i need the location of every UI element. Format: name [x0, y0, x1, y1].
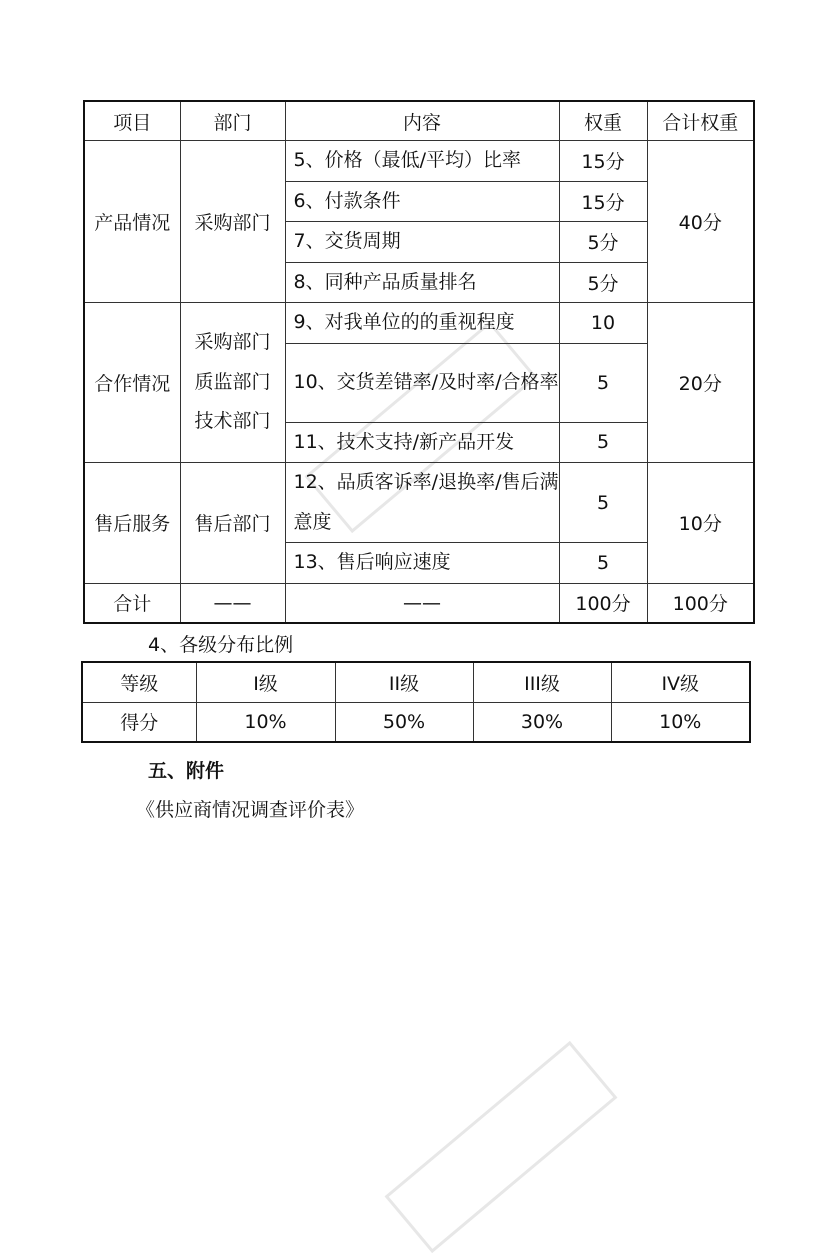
evaluation-table	[83, 100, 755, 624]
grade-row	[82, 662, 750, 702]
score-cell: 30%	[473, 702, 611, 742]
section-title: 五、附件	[148, 760, 225, 782]
weight-cell: 15分	[559, 141, 647, 182]
attachment-title: 《供应商情况调查评价表》	[136, 799, 365, 821]
header-weight: 权重	[559, 101, 647, 141]
content-cell: 10、交货差错率/及时率/合格率	[285, 343, 559, 422]
content-cell: 9、对我单位的的重视程度	[285, 303, 559, 344]
watermark-stamp	[385, 1041, 618, 1253]
dept-cell	[180, 303, 285, 463]
weight-cell: 5	[559, 422, 647, 463]
subtitle: 4、各级分布比例	[148, 634, 294, 656]
content-cell: 13、售后响应速度	[285, 543, 559, 584]
item-cell: 产品情况	[84, 141, 180, 303]
dept-line: 技术部门	[194, 410, 271, 433]
grade-label: 等级	[82, 662, 196, 702]
weight-cell: 5	[559, 343, 647, 422]
table-total-row	[84, 583, 754, 623]
weight-cell: 5分	[559, 262, 647, 303]
content-cell: 6、付款条件	[285, 181, 559, 222]
item-cell: 合作情况	[84, 303, 180, 463]
score-cell: 50%	[335, 702, 473, 742]
score-cell: 10%	[196, 702, 335, 742]
table-row	[84, 141, 754, 182]
table-row	[84, 463, 754, 503]
dept-cell: 采购部门	[180, 141, 285, 303]
grade-cell: III级	[473, 662, 611, 702]
table-header-row	[84, 101, 754, 141]
content-cell: 8、同种产品质量排名	[285, 262, 559, 303]
total-weight: 100分	[559, 583, 647, 623]
score-label: 得分	[82, 702, 196, 742]
total-content: ——	[285, 583, 559, 623]
score-cell: 10%	[611, 702, 750, 742]
score-row	[82, 702, 750, 742]
total-weight-cell: 10分	[647, 463, 754, 584]
total-total-weight: 100分	[647, 583, 754, 623]
weight-cell: 10	[559, 303, 647, 344]
total-label: 合计	[84, 583, 180, 623]
grade-cell: I级	[196, 662, 335, 702]
header-content: 内容	[285, 101, 559, 141]
header-dept: 部门	[180, 101, 285, 141]
weight-cell: 5分	[559, 222, 647, 263]
total-weight-cell: 40分	[647, 141, 754, 303]
weight-cell: 5	[559, 463, 647, 543]
dept-cell: 售后部门	[180, 463, 285, 584]
total-dept: ——	[180, 583, 285, 623]
table-row	[84, 303, 754, 344]
grade-table	[81, 661, 751, 743]
dept-line: 质监部门	[194, 370, 271, 393]
dept-line: 采购部门	[194, 331, 271, 354]
weight-cell: 5	[559, 543, 647, 584]
content-cell: 7、交货周期	[285, 222, 559, 263]
grade-cell: II级	[335, 662, 473, 702]
content-cell: 5、价格（最低/平均）比率	[285, 141, 559, 182]
total-weight-cell: 20分	[647, 303, 754, 463]
grade-cell: IV级	[611, 662, 750, 702]
content-cell: 11、技术支持/新产品开发	[285, 422, 559, 463]
header-item: 项目	[84, 101, 180, 141]
header-total-weight: 合计权重	[647, 101, 754, 141]
item-cell: 售后服务	[84, 463, 180, 584]
content-cell: 12、品质客诉率/退换率/售后满意度	[285, 463, 559, 543]
weight-cell: 15分	[559, 181, 647, 222]
